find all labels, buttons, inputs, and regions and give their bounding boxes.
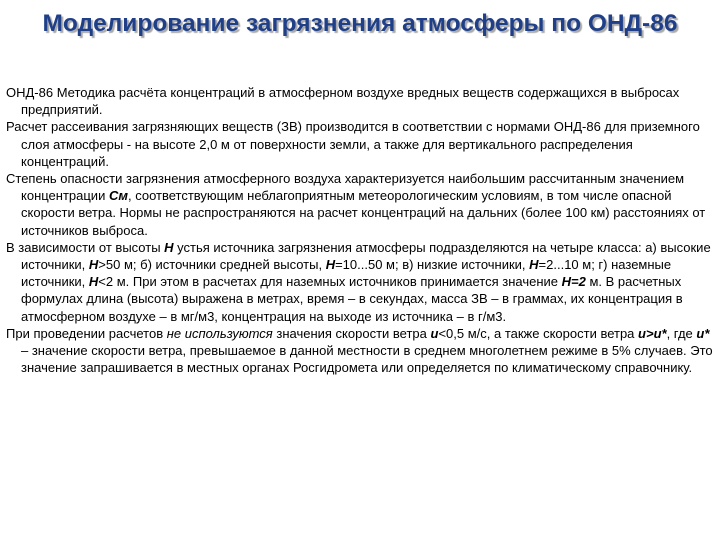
emphasis-text: H [88,257,99,273]
paragraph-text: – значение скорости ветра, превышаемое в данной местности в среднем многолетнем режиме в 5% случаев. Это значение запрашивается в местных органах Росгидромета или определяется по климатическому справочнику. [21,343,713,376]
paragraph-text: ОНД-86 Методика расчёта концентраций в атмосферном воздухе вредных веществ содержащихся в выбросах предприятий. [6,85,680,118]
paragraph-text: В зависимости от высоты [6,239,165,255]
paragraph-text: Степень опасности загрязнения атмосферного воздуха характеризуется наибольшим рассчитанным значением концентрации [6,171,685,204]
emphasis-text: u>u* [638,325,667,341]
emphasis-text: u [430,325,439,341]
paragraph-text: <0,5 м/с, а также скорости ветра [438,325,639,341]
slide-body [6,84,714,376]
paragraph-text: =2...10 м; г) наземные источники, [21,257,672,290]
paragraph-text: значения скорости ветра [272,325,431,341]
paragraph-text: >50 м; б) источники средней высоты, [98,257,326,273]
paragraph-text: При проведении расчетов [6,325,167,341]
emphasis-text: H [325,257,336,273]
paragraph [6,325,714,377]
paragraph-text: Расчет рассеивания загрязняющих веществ (ЗВ) производится в соответствии с нормами ОНД-86 для приземного слоя атмосферы - на высоте 2,0 м от поверхности земли, а также для вертикального распределения концентраций. [6,119,700,169]
paragraph [6,239,714,325]
emphasis-text: См [108,188,128,204]
emphasis-text: H [88,274,99,290]
emphasis-text: H=2 [561,274,586,290]
slide-title: Моделирование загрязнения атмосферы по ОНД-86 [42,10,678,37]
emphasis-text: не используются [166,325,273,341]
paragraph-text: <2 м. При этом в расчетах для наземных источников принимается значение [98,274,562,290]
paragraph-text: , где [666,325,697,341]
paragraph [6,84,714,118]
paragraph-text: м. В расчетных формулах длина (высота) выражена в метрах, время – в секундах, масса ЗВ – в граммах, их концентрация в атмосферном воздухе – в мг/м3, концентрация на выходе из источника – в г/м3. [21,274,683,324]
paragraph-text: =10...50 м; в) низкие источники, [335,257,530,273]
paragraph-text: устья источника загрязнения атмосферы подразделяются на четыре класса: а) высокие источники, [21,239,711,273]
paragraph [6,118,714,170]
emphasis-text: H [164,239,174,255]
paragraph-text: , соответствующим неблагоприятным метеорологическим условиям, в том числе опасной скорости ветра. Нормы не распространяются на расчет концентраций на дальних (более 100 км) расстояниях от источников выброса. [21,188,706,238]
paragraph [6,170,714,239]
emphasis-text: H [529,257,539,273]
emphasis-text: u* [696,325,710,341]
